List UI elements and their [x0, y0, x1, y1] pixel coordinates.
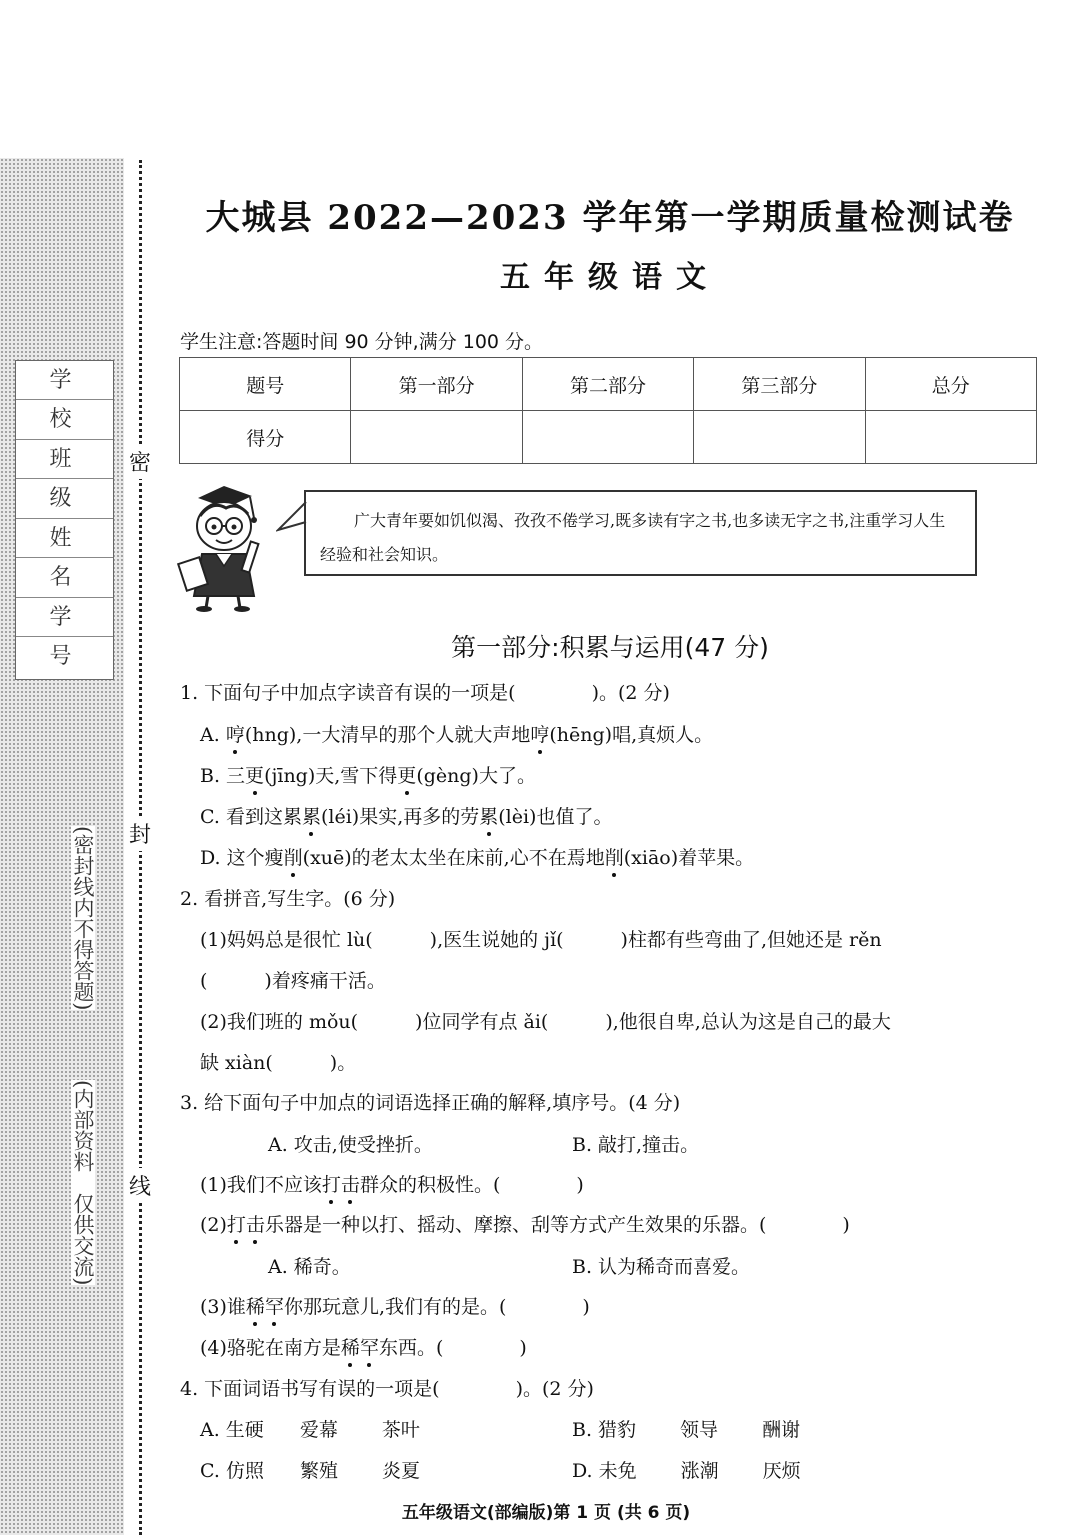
score-table-row [180, 411, 1037, 464]
dotted-char: 削 [284, 843, 303, 870]
name-label: 姓 名 [16, 519, 113, 558]
score-cell[interactable] [865, 411, 1036, 464]
q1-option-d[interactable] [200, 843, 754, 870]
text: (hēng)唱,真烦人。 [549, 724, 714, 746]
q1-option-b[interactable] [200, 761, 536, 788]
text: (gèng)大了。 [416, 765, 536, 787]
q3-option-1a: A. 攻击,使受挫折。 [268, 1134, 433, 1156]
text: B. 猎豹 [572, 1419, 637, 1441]
text: 厌烦 [762, 1460, 801, 1482]
dotted-char: 更 [397, 761, 416, 788]
text: 东西。( ) [378, 1337, 527, 1359]
text: (jīng)天,雪下得 [264, 765, 398, 787]
q2-line: ( )着疼痛干活。 [200, 970, 386, 992]
dotted-char: 击 [246, 1210, 265, 1237]
dotted-char: 哼 [226, 720, 245, 747]
q3-option-1b: B. 敲打,撞击。 [572, 1134, 700, 1156]
text: 你那玩意儿,我们有的是。( ) [283, 1296, 590, 1318]
text: (2) [200, 1214, 227, 1236]
q4-option-b[interactable] [572, 1415, 800, 1442]
dotted-char: 稀 [341, 1333, 360, 1360]
dotted-char: 打 [227, 1210, 246, 1237]
text: D. 这个瘦 [200, 847, 284, 869]
q3-sentence-1[interactable] [200, 1170, 584, 1197]
exam-notice: 学生注意:答题时间 90 分钟,满分 100 分。 [180, 331, 544, 353]
text: C. 仿照 [200, 1460, 264, 1482]
text: D. 未免 [572, 1460, 637, 1482]
text: 茶叶 [381, 1419, 420, 1441]
score-row-label: 得分 [180, 411, 351, 464]
q2-line: 缺 xiàn( )。 [200, 1052, 357, 1074]
seal-char-mi: 密 [129, 444, 151, 479]
score-header: 题号 [180, 358, 351, 411]
score-header: 第三部分 [694, 358, 865, 411]
text: (4)骆驼在南方是 [200, 1337, 341, 1359]
internal-note: (内部资料 仅供交流) [71, 1080, 95, 1286]
score-table-header-row [180, 358, 1037, 411]
score-header: 第一部分 [351, 358, 522, 411]
q3-option-2a: A. 稀奇。 [268, 1256, 351, 1278]
text: (hng),一大清早的那个人就大声地 [244, 724, 531, 746]
text: (1)我们不应该 [200, 1174, 322, 1196]
text: (lèi)也值了。 [498, 806, 613, 828]
q2-line: (2)我们班的 mǒu( )位同学有点 ǎi( ),他很自卑,总认为这是自己的最大 [200, 1011, 891, 1033]
seal-char-feng: 封 [129, 816, 151, 851]
dotted-char: 打 [322, 1170, 341, 1197]
text: (3)谁 [200, 1296, 246, 1318]
text: 爱幕 [299, 1419, 338, 1441]
q2-stem: 2. 看拼音,写生字。(6 分) [180, 888, 396, 910]
dotted-char: 累 [479, 802, 498, 829]
q2-line: (1)妈妈总是很忙 lù( ),医生说她的 jǐ( )柱都有些弯曲了,但她还是 rěn [200, 929, 882, 951]
text: (xuē)的老太太坐在床前,心不在焉地 [302, 847, 605, 869]
text: 乐器是一种以打、摇动、摩擦、刮等方式产生效果的乐器。( ) [264, 1214, 850, 1236]
q3-sentence-3[interactable] [200, 1292, 590, 1319]
text: 酬谢 [762, 1419, 801, 1441]
dotted-char: 哼 [530, 720, 549, 747]
dotted-char: 罕 [265, 1292, 284, 1319]
dotted-char: 累 [302, 802, 321, 829]
student-info-box [15, 360, 114, 680]
q3-option-2b: B. 认为稀奇而喜爱。 [572, 1256, 751, 1278]
seal-note: (密封线内不得答题) [71, 826, 95, 1011]
school-label: 学 校 [16, 361, 113, 400]
text: B. 三 [200, 765, 246, 787]
score-header: 总分 [865, 358, 1036, 411]
page-footer: 五年级语文(部编版)第 1 页 (共 6 页) [401, 1503, 691, 1523]
score-cell[interactable] [351, 411, 522, 464]
dotted-char: 削 [605, 843, 624, 870]
q1-option-c[interactable] [200, 802, 612, 829]
class-label: 班 级 [16, 440, 113, 479]
quote-bubble: 广大青年要如饥似渴、孜孜不倦学习,既多读有字之书,也多读无字之书,注重学习人生经验和社会知识。 [304, 490, 977, 576]
text: 炎夏 [381, 1460, 420, 1482]
score-header: 第二部分 [522, 358, 693, 411]
q3-stem: 3. 给下面句子中加点的词语选择正确的解释,填序号。(4 分) [180, 1092, 681, 1114]
dotted-char: 罕 [360, 1333, 379, 1360]
page-title: 大城县 2022—2023 学年第一学期质量检测试卷 [205, 198, 1015, 238]
dotted-char: 击 [341, 1170, 360, 1197]
score-cell[interactable] [522, 411, 693, 464]
text: 群众的积极性。( ) [359, 1174, 584, 1196]
score-cell[interactable] [694, 411, 865, 464]
text: C. 看到这累 [200, 806, 302, 828]
q4-option-a[interactable] [200, 1415, 420, 1442]
q4-option-d[interactable] [572, 1456, 801, 1483]
scholar-cartoon-icon [176, 484, 268, 614]
dotted-char: 更 [245, 761, 264, 788]
seal-char-xian: 线 [129, 1168, 151, 1203]
text: A. 生硬 [200, 1419, 264, 1441]
text: (xiāo)着苹果。 [623, 847, 755, 869]
student-id-label: 学 号 [16, 598, 113, 637]
text: (léi)果实,再多的劳 [320, 806, 480, 828]
dotted-char: 稀 [246, 1292, 265, 1319]
q3-sentence-4[interactable] [200, 1333, 527, 1360]
score-table [179, 357, 1037, 464]
q4-stem: 4. 下面词语书写有误的一项是( )。(2 分) [180, 1378, 594, 1400]
text: 领导 [680, 1419, 719, 1441]
section-1-title: 第一部分:积累与运用(47 分) [451, 633, 769, 662]
q1-stem: 1. 下面句子中加点字读音有误的一项是( )。(2 分) [180, 682, 670, 704]
text: 繁殖 [299, 1460, 338, 1482]
text: A. [200, 724, 226, 746]
q1-option-a[interactable] [200, 720, 713, 747]
text: 涨潮 [680, 1460, 719, 1482]
q4-option-c[interactable] [200, 1456, 420, 1483]
page-subtitle: 五年级语文 [500, 260, 720, 295]
q3-sentence-2[interactable] [200, 1210, 850, 1237]
